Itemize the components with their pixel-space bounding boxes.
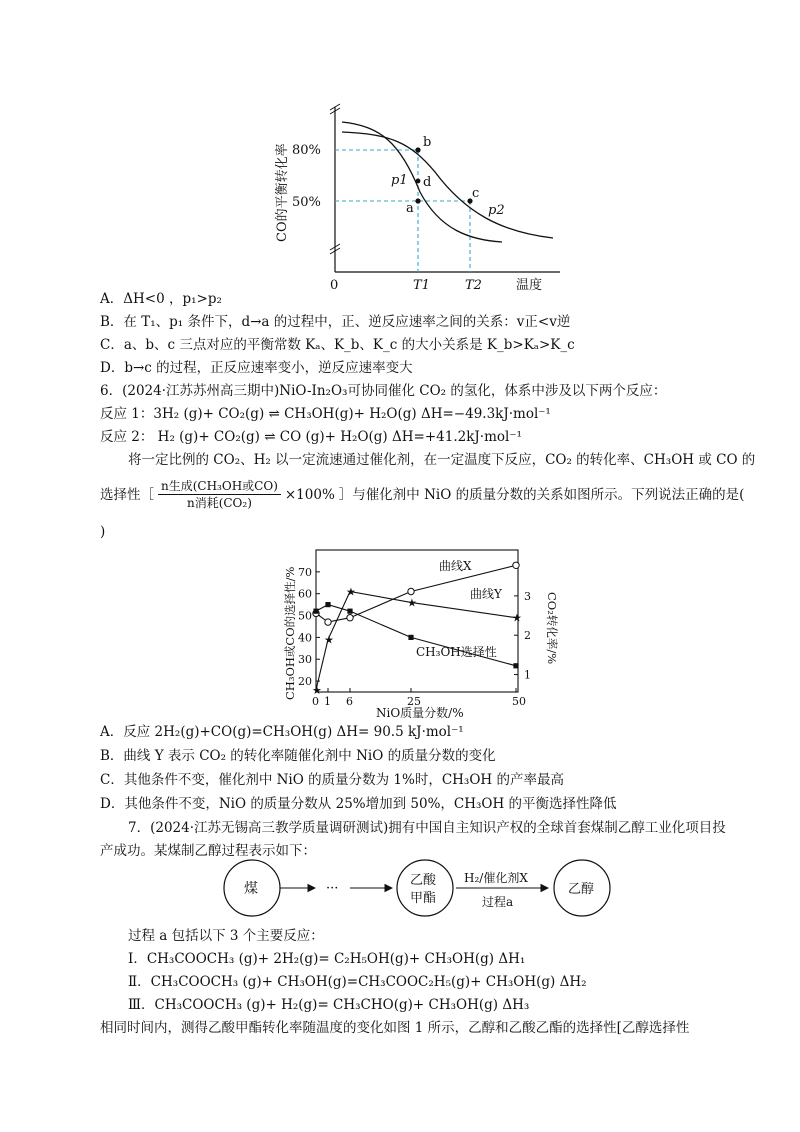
circle-marker	[325, 619, 331, 625]
ester-label-2: 甲酯	[410, 891, 437, 906]
equilibrium-figure	[270, 92, 570, 292]
label-b: b	[423, 135, 432, 150]
q6-para-1: 将一定比例的 CO₂、H₂ 以一定流速通过催化剂，在一定温度下反应，CO₂ 的转化率、CH₃OH 或 CO 的	[128, 452, 756, 468]
process-flow-diagram	[210, 856, 620, 922]
process-a-label: 过程a	[482, 895, 514, 909]
x-tick-label: 25	[407, 695, 421, 708]
star-marker: ★	[407, 596, 417, 610]
y-tick-label: 30	[298, 653, 312, 667]
point-b	[415, 147, 420, 152]
y-tick-label: 60	[298, 587, 312, 601]
chart-xlabel: NiO质量分数/%	[376, 706, 464, 720]
origin-label: 0	[330, 278, 339, 292]
q7-stem-2: 产成功。某煤制乙醇过程表示如下：	[100, 843, 316, 859]
q7-reaction-1: I．CH₃COOCH₃ (g)+ 2H₂(g)= C₂H₅OH(g)+ CH₃OH(g) ΔH₁	[128, 951, 526, 967]
q6-para-2b: ］与催化剂中 NiO 的质量分数的关系如图所示。下列说法正确的是(	[338, 486, 745, 503]
q5-option-d: D．b→c 的过程，正反应速率变小，逆反应速率变大	[100, 360, 413, 376]
chart-ylabel: CH₃OH或CO的选择性/%	[283, 566, 297, 700]
q6-para-3: )	[100, 524, 106, 540]
y-tick-label: 20	[298, 675, 312, 689]
q7-line-1: 过程 a 包括以下 3 个主要反应：	[128, 928, 324, 944]
condition-label: H₂/催化剂X	[464, 871, 528, 885]
square-marker	[347, 609, 352, 614]
methyl-acetate-node	[397, 860, 453, 916]
y-tick-80: 80%	[292, 143, 321, 158]
q7-reaction-3: Ⅲ．CH₃COOCH₃ (g)+ H₂(g)= CH₃CHO(g)+ CH₃OH(g) ΔH₃	[128, 997, 530, 1013]
curve-p1	[342, 122, 502, 242]
curve-y-label: 曲线Y	[470, 587, 502, 601]
star-marker: ★	[512, 611, 522, 625]
square-marker	[325, 602, 330, 607]
q6-reaction-1: 反应 1：3H₂ (g)+ CO₂(g) ⇌ CH₃OH(g)+ H₂O(g) ΔH=−49.3kJ·mol⁻¹	[100, 406, 551, 422]
curve-x-label: 曲线X	[439, 559, 472, 573]
guide-lines	[335, 150, 470, 272]
x-tick-label: 1	[324, 695, 331, 708]
q6-reaction-2: 反应 2： H₂ (g)+ CO₂(g) ⇌ CO (g)+ H₂O(g) ΔH=+41.2kJ·mol⁻¹	[100, 429, 522, 445]
y-tick-label: 70	[298, 565, 312, 579]
x-tick-label: 0	[312, 695, 319, 708]
y-tick-50: 50%	[292, 195, 321, 210]
plot-frame	[316, 550, 518, 692]
nio-chart	[276, 542, 576, 722]
q6-para-2a: 选择性［	[100, 486, 154, 503]
y2-tick-label: 1	[524, 668, 531, 682]
y2-tick-label: 2	[524, 629, 531, 643]
x-tick-label: 50	[512, 695, 526, 708]
point-d	[416, 179, 421, 184]
q7-reaction-2: Ⅱ．CH₃COOCH₃ (g)+ CH₃OH(g)=CH₃COOC₂H₅(g)+ CH₃OH(g) ΔH₂	[128, 974, 587, 990]
q5-option-c: C．a、b、c 三点对应的平衡常数 Kₐ、K_b、K_c 的大小关系是 K_b>Kₐ>K_c	[100, 337, 575, 353]
y-tick-label: 50	[298, 609, 312, 623]
star-marker: ★	[312, 683, 322, 697]
curve-p2	[342, 132, 553, 238]
fraction-multiplier: ×100%	[284, 486, 335, 503]
ethanol-label: 乙醇	[568, 882, 595, 897]
label-d: d	[423, 175, 432, 190]
q6-option-b: B．曲线 Y 表示 CO₂ 的转化率随催化剂中 NiO 的质量分数的变化	[100, 748, 496, 764]
label-a: a	[406, 201, 414, 216]
ester-label-1: 乙酸	[410, 873, 437, 888]
q7-last-line: 相同时间内，测得乙酸甲酯转化率随温度的变化如图 1 所示，乙醇和乙酸乙酯的选择性[乙醇选择性	[100, 1020, 690, 1036]
circle-marker	[347, 615, 353, 621]
fraction-numerator: n生成(CH₃OH或CO)	[158, 478, 281, 495]
q6-option-a: A．反应 2H₂(g)+CO(g)=CH₃OH(g) ΔH= 90.5 kJ·mol⁻¹	[100, 724, 464, 740]
q6-option-c: C．其他条件不变，催化剂中 NiO 的质量分数为 1%时，CH₃OH 的产率最高	[100, 772, 564, 788]
point-a	[415, 198, 420, 203]
ch3oh-label: CH₃OH选择性	[416, 645, 497, 659]
y-axis-label: CO的平衡转化率	[275, 143, 290, 242]
q6-option-d: D．其他条件不变，NiO 的质量分数从 25%增加到 50%，CH₃OH 的平衡选择性降低	[100, 796, 617, 812]
chart-y2label: CO₂转化率/%	[545, 592, 559, 665]
square-marker	[408, 635, 413, 640]
x-tick-label: 6	[346, 695, 353, 708]
y-tick-label: 40	[298, 631, 312, 645]
square-marker	[513, 663, 518, 668]
coal-label: 煤	[244, 881, 258, 897]
label-c: c	[472, 186, 480, 201]
q5-option-a: A．ΔH<0 ，p₁>p₂	[100, 291, 222, 307]
t2-label: T2	[465, 278, 482, 292]
y2-tick-label: 3	[524, 589, 531, 603]
label-p2: p2	[488, 203, 505, 218]
t1-label: T1	[413, 278, 430, 292]
star-marker: ★	[324, 633, 334, 647]
star-marker: ★	[346, 585, 356, 599]
label-p1: p1	[391, 173, 408, 188]
circle-marker	[513, 562, 519, 568]
flow-dots: ···	[326, 881, 339, 896]
q6-stem: 6．(2024·江苏苏州高三期中)NiO-In₂O₃可协同催化 CO₂ 的氢化，体系中涉及以下两个反应：	[100, 383, 667, 399]
selectivity-fraction	[158, 478, 281, 511]
fraction-denominator: n消耗(CO₂)	[186, 496, 252, 510]
q5-option-b: B．在 T₁、p₁ 条件下，d→a 的过程中，正、逆反应速率之间的关系：v正<v逆	[100, 314, 571, 330]
q7-stem-1: 7．(2024·江苏无锡高三教学质量调研测试)拥有中国自主知识产权的全球首套煤制乙醇工业化项目投	[128, 820, 726, 836]
circle-marker	[408, 588, 414, 594]
q6-para-2	[100, 478, 744, 511]
square-marker	[313, 609, 318, 614]
x-axis-label: 温度	[516, 278, 543, 292]
